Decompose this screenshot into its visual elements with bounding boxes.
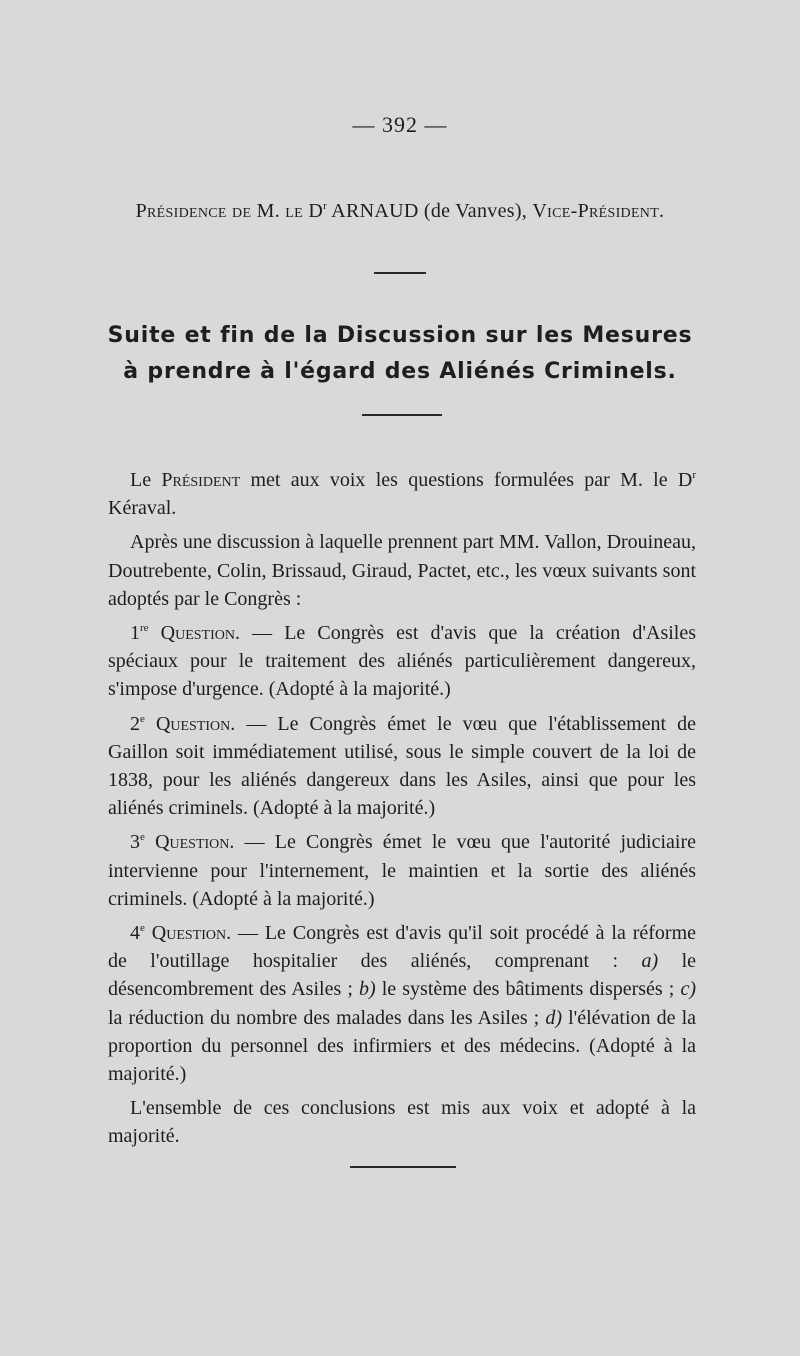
body-text [108,466,696,1157]
separator-rule-top [374,272,426,274]
section-title-line-2: à prendre à l'égard des Aliénés Criminels. [123,359,677,384]
section-title [0,318,800,390]
presidence-place: (de Vanves), [423,200,528,222]
question-3: 3e Question. — Le Congrès émet le vœu que l'autorité judiciaire intervienne pour l'internement, le maintien et la sortie des aliénés criminels. (Adopté à la majorité.) [108,831,697,910]
presidence-dr: $D^r$ [308,200,328,222]
presidence-prefix: Présidence de M. le [135,200,303,222]
presidence-heading [0,200,800,223]
paragraph-conclusion: L'ensemble de ces conclusions est mis aux voix et adopté à la majorité. [108,1097,696,1148]
page-number: — 392 — [352,112,448,137]
separator-rule-middle [362,414,442,416]
paragraph-president: Le Président met aux voix les questions formulées par M. le $D^r$ Kéraval. [108,469,697,520]
section-title-line-1: Suite et fin de la Discussion sur les Mesures [107,323,693,348]
presidence-role: Vice-Président. [532,200,665,222]
separator-rule-bottom [350,1166,456,1168]
question-2: 2e Question. — Le Congrès émet le vœu que l'établissement de Gaillon soit immédiatement utilisé, sous le simple couvert de la loi de 1838, pour les aliénés dangereux dans les Asiles, ainsi que pour les aliénés criminels. (Adopté à la majorité.) [108,712,697,820]
question-4: 4e Question. — Le Congrès est d'avis qu'il soit procédé à la réforme de l'outillage hospitalier des aliénés, comprenant : a) le désencombrement des Asiles ; b) le système des bâtiments dispersés ; c) la réduction du nombre des malades dans les Asiles ; d) l'élévation de la proportion du personnel des infirmiers et des médecins. (Adopté à la majorité.) [108,922,697,1086]
paragraph-discussion: Après une discussion à laquelle prennent part MM. Vallon, Drouineau, Doutrebente, Colin, Brissaud, Giraud, Pactet, etc., les vœux suivants sont adoptés par le Congrès : [108,531,696,610]
question-1: 1re Question. — Le Congrès est d'avis que la création d'Asiles spéciaux pour le traitement des aliénés particulièrement dangereux, s'impose d'urgence. (Adopté à la majorité.) [108,622,697,701]
presidence-name: ARNAUD [331,200,419,222]
